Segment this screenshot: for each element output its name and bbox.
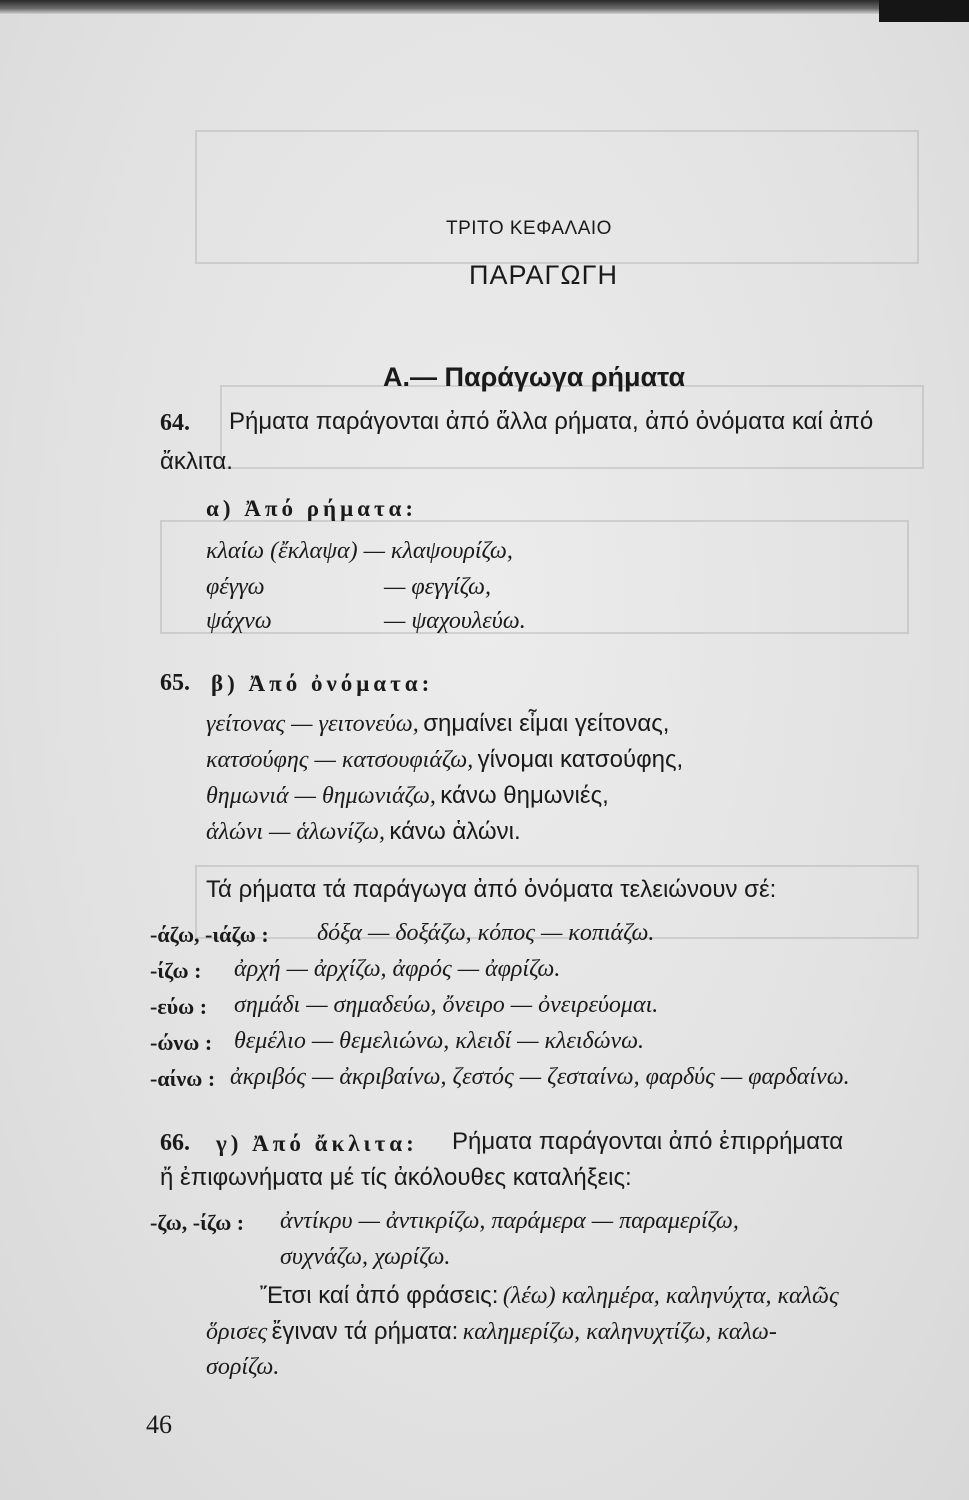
suffix-examples: θεμέλιο — θεμελιώνω, κλειδί — κλειδώνω. xyxy=(234,1028,645,1054)
example-line: — φεγγίζω, xyxy=(384,574,491,600)
suffix-label: -ώνω : xyxy=(150,1030,213,1055)
text-run: Ἔτσι καί ἀπό φράσεις: xyxy=(260,1282,499,1309)
example-gloss: σημαίνει εἶμαι γείτονας, xyxy=(423,710,670,737)
example-gloss: γίνομαι κατσούφης, xyxy=(477,746,684,773)
scan-edge xyxy=(0,0,969,14)
paragraph-number: 65. xyxy=(160,670,190,696)
paragraph-text: σορίζω. xyxy=(206,1354,280,1380)
suffix-label: -άζω, -ιάζω : xyxy=(150,922,269,947)
suffix-examples: σημάδι — σημαδεύω, ὄνειρο — ὀνειρεύομαι. xyxy=(234,992,659,1018)
paragraph-number: 64. xyxy=(160,410,190,436)
example-line xyxy=(206,782,609,810)
example-line xyxy=(206,818,521,846)
example-line: κλαίω (ἔκλαψα) — κλαψουρίζω, xyxy=(206,538,513,564)
chapter-heading: ΤΡΙΤΟ ΚΕΦΑΛΑΙΟ xyxy=(446,218,612,239)
suffix-examples: ἀρχή — ἀρχίζω, ἀφρός — ἀφρίζω. xyxy=(234,956,561,982)
example-italic: κατσούφης — κατσουφιάζω, xyxy=(206,747,474,773)
show-through-box xyxy=(195,130,919,264)
text-run: ἔγιναν τά ρήματα: xyxy=(271,1318,459,1345)
paragraph-text: ἄκλιτα. xyxy=(160,448,233,475)
chapter-title: ΠΑΡΑΓΩΓΗ xyxy=(469,260,618,290)
example-line: φέγγω xyxy=(206,574,265,600)
suffix-label: -εύω : xyxy=(150,994,208,1019)
text-run-italic: (λέω) καλημέρα, καληνύχτα, καλῶς xyxy=(502,1283,839,1309)
suffix-examples: συχνάζω, χωρίζω. xyxy=(280,1244,451,1270)
example-line xyxy=(206,746,683,774)
subheading xyxy=(216,1130,418,1157)
example-gloss: κάνω θημωνιές, xyxy=(440,782,609,809)
section-heading: Α.— Παράγωγα ρήματα xyxy=(383,362,686,392)
suffix-label: -ζω, -ίζω : xyxy=(150,1210,245,1235)
example-italic: ἁλώνι — ἁλωνίζω, xyxy=(206,819,385,845)
paragraph-text: Ρήματα παράγονται ἀπό ἐπιρρήματα xyxy=(452,1128,844,1155)
paragraph-text: ἤ ἐπιφωνήματα μέ τίς ἀκόλουθες καταλήξεις: xyxy=(160,1164,632,1191)
subheading-text: α) Ἀπό ρήματα: xyxy=(206,496,418,521)
suffix-examples: δόξα — δοξάζω, κόπος — κοπιάζω. xyxy=(317,920,655,946)
subheading xyxy=(211,670,433,697)
paragraph-text xyxy=(206,1318,777,1346)
text-run-italic: καλημερίζω, καληνυχτίζω, καλω- xyxy=(462,1319,777,1345)
example-italic: γείτονας — γειτονεύω, xyxy=(206,711,419,737)
paragraph-text xyxy=(260,1282,839,1310)
example-italic: θημωνιά — θημωνιάζω, xyxy=(206,783,436,809)
paragraph-text: Τά ρήματα τά παράγωγα ἀπό ὀνόματα τελειώνουν σέ: xyxy=(206,876,777,903)
subheading-text: β) Ἀπό ὀνόματα: xyxy=(211,671,434,696)
suffix-label: -αίνω : xyxy=(150,1066,216,1091)
example-line: — ψαχουλεύω. xyxy=(384,608,526,634)
text-run-italic: ὅρισες xyxy=(206,1319,268,1345)
example-gloss: κάνω ἁλώνι. xyxy=(389,818,521,845)
example-line: ψάχνω xyxy=(206,608,272,634)
suffix-examples: ἀκριβός — ἀκριβαίνω, ζεστός — ζεσταίνω, φαρδύς — φαρδαίνω. xyxy=(230,1064,850,1090)
suffix-label: -ίζω : xyxy=(150,958,202,983)
subheading-text: γ) Ἀπό ἄκλιτα: xyxy=(216,1131,418,1156)
page-number: 46 xyxy=(146,1410,172,1439)
paragraph-text: Ρήματα παράγονται ἀπό ἄλλα ρήματα, ἀπό ὀνόματα καί ἀπό xyxy=(229,408,874,435)
paragraph-number: 66. xyxy=(160,1130,190,1156)
subheading xyxy=(206,495,417,522)
example-line xyxy=(206,710,669,738)
suffix-examples: ἀντίκρυ — ἀντικρίζω, παράμερα — παραμερίζω, xyxy=(280,1208,739,1234)
